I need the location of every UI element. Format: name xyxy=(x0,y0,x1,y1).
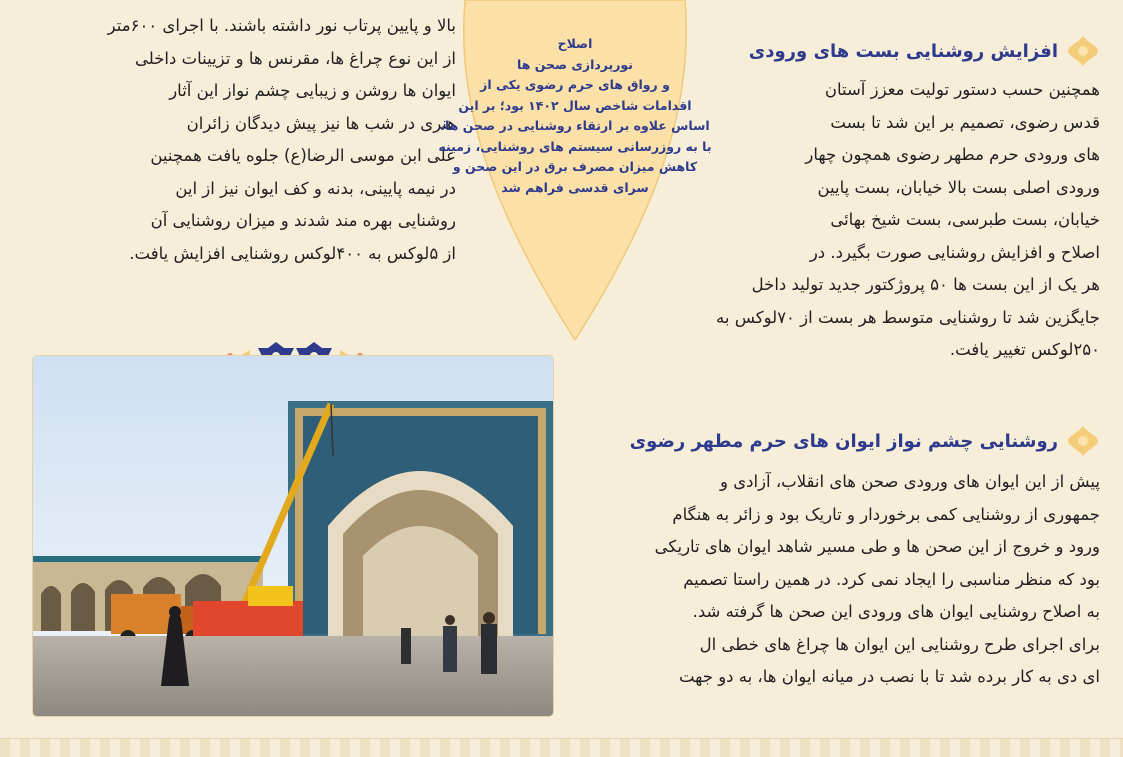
body-line: ورود و خروج از این صحن ها و طی مسیر شاهد ایوان های تاریکی xyxy=(654,537,1100,556)
body-line: به اصلاح روشنایی ایوان های ورودی این صحن ها گرفته شد. xyxy=(692,602,1100,621)
body-line: های ورودی حرم مطهر رضوی همچون چهار xyxy=(805,145,1100,164)
body-line: بود که منظر مناسبی را ایجاد نمی کرد. در همین راستا تصمیم xyxy=(683,569,1100,589)
body-line: خیابان، بست طبرسی، بست شیخ بهائی xyxy=(830,210,1100,229)
shrine-photo xyxy=(33,356,553,716)
left-line: از ۵لوکس به ۴۰۰لوکس روشنایی افزایش یافت. xyxy=(129,243,456,263)
callout-line: اصلاح xyxy=(557,36,593,51)
section-heading xyxy=(600,418,1100,464)
section-body xyxy=(640,74,1100,367)
body-line: قدس رضوی، تصمیم بر این شد تا بست xyxy=(830,112,1100,132)
body-line: جمهوری از روشنایی کمی برخوردار و تاریک بود و زائر به هنگام xyxy=(672,504,1100,524)
body-line: اصلاح و افزایش روشنایی صورت بگیرد. در xyxy=(809,242,1100,262)
iwan-crane-illustration xyxy=(33,356,553,716)
body-line: ای دی به کار برده شد تا با نصب در میانه ایوان ها، به دو جهت xyxy=(678,667,1100,686)
left-line: از این نوع چراغ ها، مقرنس ها و تزیینات داخلی xyxy=(134,48,456,68)
body-line: برای اجرای طرح روشنایی این ایوان ها چراغ های خطی ال xyxy=(699,634,1100,654)
callout-line: نورپردازی صحن ها xyxy=(517,56,633,72)
callout-line: با به روزرسانی سیستم های روشنایی، زمینه xyxy=(438,138,712,154)
section-entrances xyxy=(700,28,1100,359)
body-line: جایگزین شد تا روشنایی متوسط هر بست از ۷۰لوکس به xyxy=(716,307,1100,327)
section-iwans xyxy=(600,418,1100,694)
callout-line: کاهش میزان مصرف برق در این صحن و xyxy=(452,159,698,174)
left-line: در نیمه پایینی، بدنه و کف ایوان نیز از این xyxy=(175,178,456,198)
left-line: ایوان ها روشن و زیبایی چشم نواز این آثار xyxy=(169,81,456,100)
left-line: هنری در شب ها نیز پیش دیدگان زائران xyxy=(186,113,456,133)
section-title: روشنایی چشم نواز ایوان های حرم مطهر رضوی xyxy=(629,430,1058,452)
left-line: بالا و پایین پرتاب نور داشته باشند. با اجرای ۶۰۰متر xyxy=(107,16,456,35)
callout-line: اقدامات شاخص سال ۱۴۰۲ بود؛ بر این xyxy=(458,97,692,113)
body-line: ۲۵۰لوکس تغییر یافت. xyxy=(949,340,1100,359)
body-line: همچنین حسب دستور تولیت معزز آستان xyxy=(824,80,1100,99)
flower-bullet-icon xyxy=(1066,34,1100,68)
section-title: افزایش روشنایی بست های ورودی xyxy=(748,40,1058,62)
left-column-text xyxy=(18,10,456,270)
bottom-decorative-band xyxy=(0,738,1123,757)
callout-line: اساس علاوه بر ارتقاء روشنایی در صحن ها، xyxy=(440,118,710,133)
section-body xyxy=(600,466,1100,694)
body-line: هر یک از این بست ها ۵۰ پروژکتور جدید تولید داخل xyxy=(751,275,1100,294)
left-line: روشنایی بهره مند شدند و میزان روشنایی آن xyxy=(150,211,456,230)
callout-line: سرای قدسی فراهم شد xyxy=(501,179,649,195)
flower-bullet-icon xyxy=(1066,424,1100,458)
left-line: علی ابن موسی الرضا(ع) جلوه یافت همچنین xyxy=(150,146,456,165)
body-line: ورودی اصلی بست بالا خیابان، بست پایین xyxy=(817,177,1100,197)
body-line: پیش از این ایوان های ورودی صحن های انقلاب، آزادی و xyxy=(719,472,1100,491)
section-heading xyxy=(700,28,1100,74)
callout-line: و رواق های حرم رضوی یکی از xyxy=(480,77,670,92)
